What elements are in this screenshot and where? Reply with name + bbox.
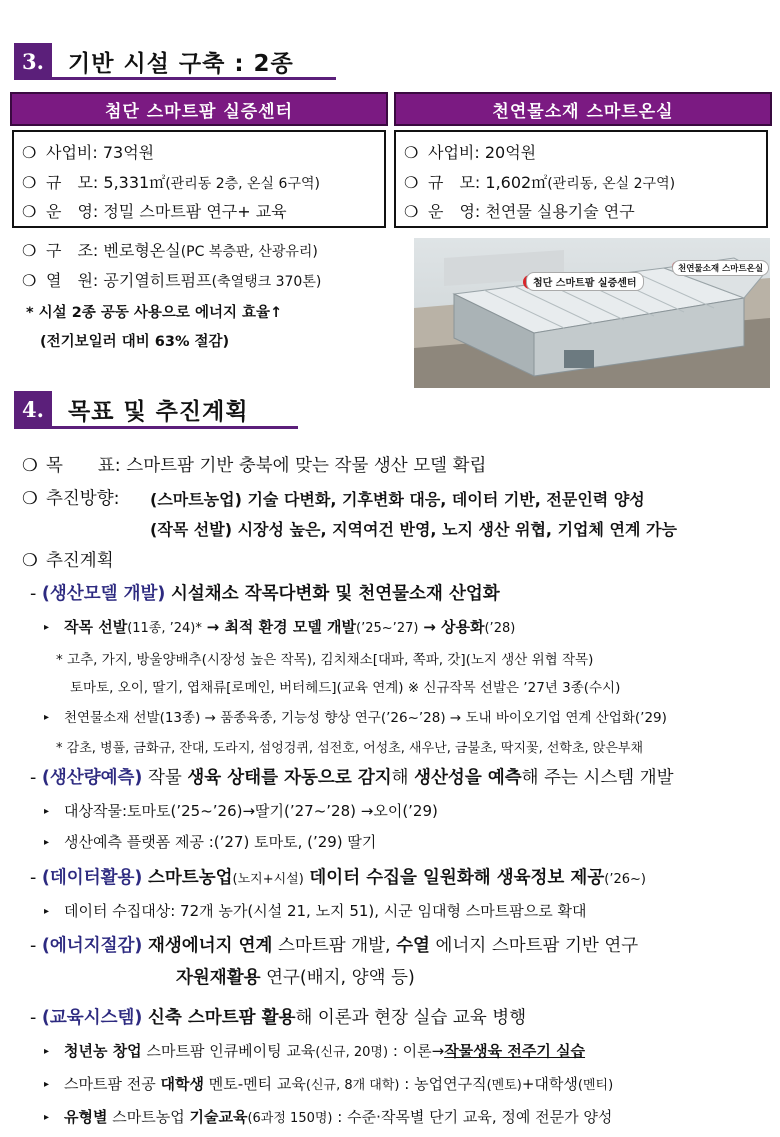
direction-line: ❍ 추진방향:: [22, 489, 120, 509]
direction-line1: (스마트농업) 기술 다변화, 기후변화 대응, 데이터 기반, 전문인력 양성: [150, 490, 645, 509]
right-item-scale: ❍ 규 모: 1,602㎡(관리동, 온실 2구역): [404, 173, 676, 192]
footnote-saving: (전기보일러 대비 63% 절감): [40, 334, 230, 350]
data-collection-target: ▸ 데이터 수집대상: 72개 농가(시설 21, 노지 51), 시군 임대형 스마트팜으로 확대: [44, 902, 587, 920]
plan-education-system: - (교육시스템) 신축 스마트팜 활용해 이론과 현장 실습 교육 병행: [30, 1008, 527, 1028]
section3-title: 기반 시설 구축 : 2종: [68, 50, 294, 77]
plan-production-model: - (생산모델 개발) 시설채소 작목다변화 및 천연물소재 산업화: [30, 584, 500, 604]
right-facility-box: [394, 130, 768, 228]
section4-underline: [14, 426, 298, 429]
item-structure: ❍ 구 조: 벤로형온실(PC 복층판, 산광유리): [22, 241, 318, 260]
right-facility-header: 천연물소재 스마트온실: [394, 92, 772, 126]
photo-label-greenhouse: 천연물소재 스마트온실: [672, 260, 769, 276]
right-item-operation: ❍ 운 영: 천연물 실용기술 연구: [404, 202, 635, 221]
plan-data-utilization: - (데이터활용) 스마트농업(노지+시설) 데이터 수집을 일원화해 생육정보 제공(’26~): [30, 868, 646, 888]
facility-photo: [414, 238, 770, 388]
goal-line: ❍ 목 표: 스마트팜 기반 충북에 맞는 작물 생산 모델 확립: [22, 456, 487, 476]
left-facility-header: 첨단 스마트팜 실증센터: [10, 92, 388, 126]
edu-type-training: ▸ 유형별 스마트농업 기술교육(6과정 150명) : 수준·작목별 단기 교육, 정예 전문가 양성: [44, 1108, 613, 1126]
plan-label: ❍ 추진계획: [22, 551, 114, 571]
left-item-operation: ❍ 운 영: 정밀 스마트팜 연구+ 교육: [22, 202, 287, 221]
left-facility-box: [12, 130, 386, 228]
prediction-platform: ▸ 생산예측 플랫폼 제공 :(’27) 토마토, (’29) 딸기: [44, 833, 377, 851]
section4-number: 4.: [14, 391, 52, 427]
section3-underline: [14, 77, 336, 80]
photo-label-center: 첨단 스마트팜 실증센터: [526, 272, 644, 291]
item-heat-source: ❍ 열 원: 공기열히트펌프(축열탱크 370톤): [22, 271, 322, 290]
natural-material-note: * 감초, 병풀, 금화규, 잔대, 도라지, 섬엉겅퀴, 섬전호, 어성초, 새우난, 금불초, 딱지꽃, 선학초, 앉은부채: [56, 741, 644, 756]
section3-number: 3.: [14, 43, 52, 79]
crop-note-2: 토마토, 오이, 딸기, 엽채류[로메인, 버터헤드](교육 연계) ※ 신규작목 선발은 ’27년 3종(수시): [70, 680, 621, 696]
left-item-scale: ❍ 규 모: 5,331㎡(관리동 2층, 온실 6구역): [22, 173, 320, 192]
plan-energy-saving-line2: 자원재활용 연구(배지, 양액 등): [176, 968, 415, 988]
plan-natural-material: ▸ 천연물소재 선발(13종) → 품종육종, 기능성 향상 연구(’26~’28) → 도내 바이오기업 연계 산업화(’29): [44, 710, 667, 726]
section4-header: [14, 390, 249, 428]
left-item-budget: ❍ 사업비: 73억원: [22, 143, 155, 162]
right-item-budget: ❍ 사업비: 20억원: [404, 143, 537, 162]
crop-note-1: * 고추, 가지, 방울양배추(시장성 높은 작목), 김치채소[대파, 쪽파, 갓](노지 생산 위협 작목): [56, 652, 594, 668]
section4-title: 목표 및 추진계획: [68, 398, 249, 425]
edu-young-farmer: ▸ 청년농 창업 스마트팜 인큐베이팅 교육(신규, 20명) : 이론→작물생육 전주기 실습: [44, 1042, 586, 1060]
target-crops: ▸ 대상작물:토마토(’25~’26)→딸기(’27~’28) →오이(’29): [44, 802, 438, 820]
plan-crop-selection: ▸ 작목 선발(11종, ’24)* → 최적 환경 모델 개발(’25~’27) → 상용화(’28): [44, 618, 516, 636]
edu-university-mentoring: ▸ 스마트팜 전공 대학생 멘토-멘티 교육(신규, 8개 대학) : 농업연구직(멘토)+대학생(멘티): [44, 1075, 614, 1093]
plan-yield-prediction: - (생산량예측) 작물 생육 상태를 자동으로 감지해 생산성을 예측해 주는 시스템 개발: [30, 768, 674, 788]
direction-line2: (작목 선발) 시장성 높은, 지역여건 반영, 노지 생산 위협, 기업체 연계 가능: [150, 520, 677, 539]
section3-header: [14, 42, 294, 80]
plan-energy-saving: - (에너지절감) 재생에너지 연계 스마트팜 개발, 수열 에너지 스마트팜 기반 연구: [30, 936, 639, 956]
footnote-energy: * 시설 2종 공동 사용으로 에너지 효율↑: [26, 305, 283, 321]
